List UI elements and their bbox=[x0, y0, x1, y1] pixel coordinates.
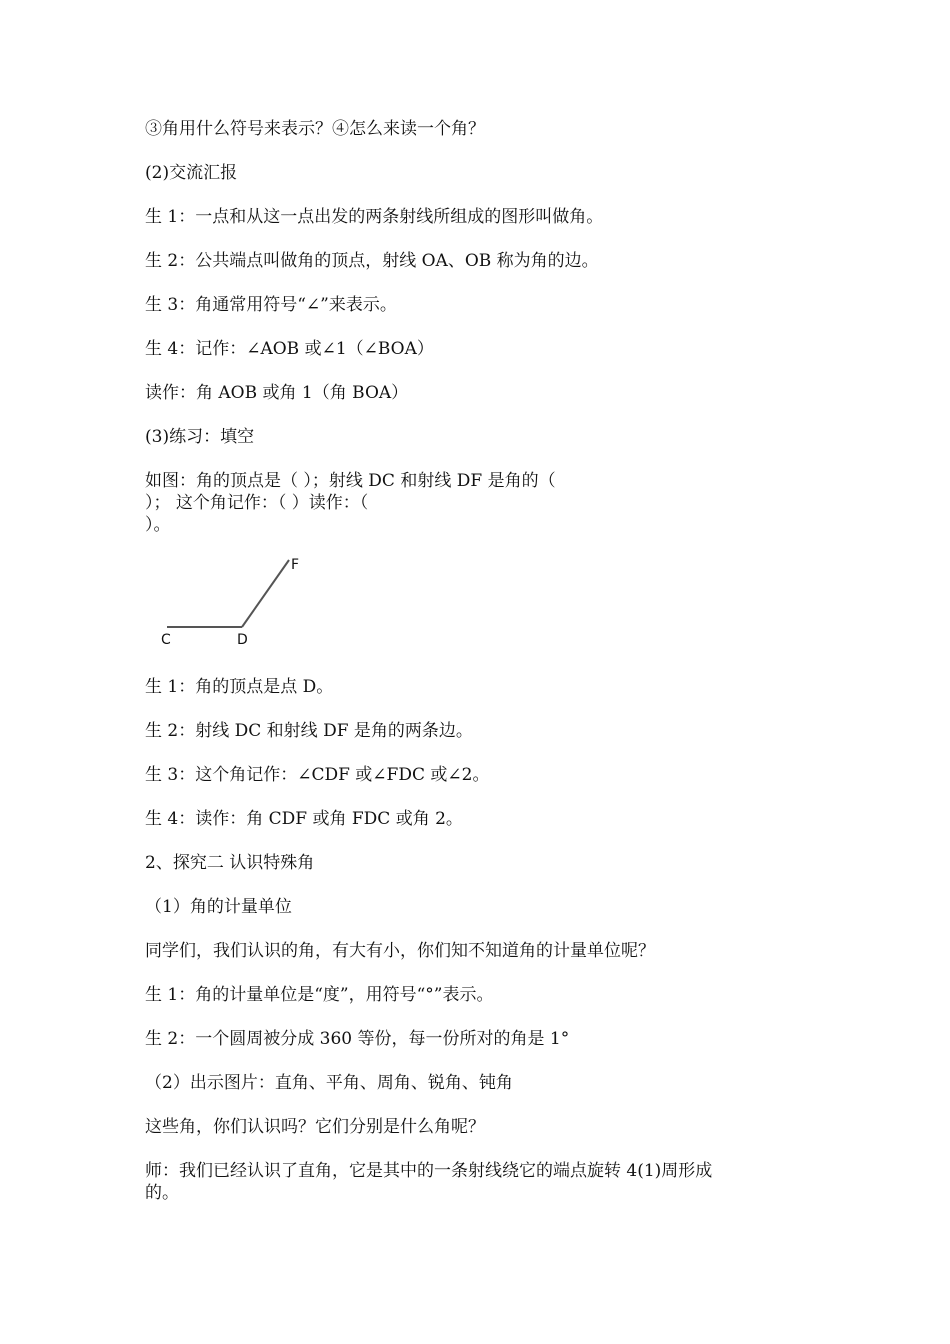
text-line: 生 3：角通常用符号“∠”来表示。 bbox=[145, 295, 397, 315]
label-f: F bbox=[291, 557, 300, 573]
text-line: 生 4：记作：∠AOB 或∠1（∠BOA） bbox=[145, 339, 434, 359]
text-line: 同学们，我们认识的角，有大有小，你们知不知道角的计量单位呢？ bbox=[145, 941, 655, 961]
text-line: ③角用什么符号来表示？④怎么来读一个角？ bbox=[145, 119, 485, 139]
text-line: 这些角，你们认识吗？它们分别是什么角呢？ bbox=[145, 1117, 485, 1137]
text-line: 师：我们已经认识了直角，它是其中的一条射线绕它的端点旋转 4(1)周形成 bbox=[145, 1161, 713, 1181]
exercise-line: 如图：角的顶点是（ ）；射线 DC 和射线 DF 是角的（ bbox=[145, 471, 556, 491]
label-d: D bbox=[237, 632, 248, 648]
section-heading: (2)交流汇报 bbox=[145, 163, 238, 183]
text-line: 生 2：射线 DC 和射线 DF 是角的两条边。 bbox=[145, 721, 473, 741]
exercise-line: ）。 bbox=[145, 515, 171, 535]
text-line: 生 4：读作：角 CDF 或角 FDC 或角 2。 bbox=[145, 809, 463, 829]
text-line: 生 1：角的计量单位是“度”，用符号“°”表示。 bbox=[145, 985, 494, 1005]
text-line: 的。 bbox=[145, 1183, 179, 1203]
angle-diagram bbox=[145, 548, 325, 648]
text-line: 生 3：这个角记作：∠CDF 或∠FDC 或∠2。 bbox=[145, 765, 490, 785]
exercise-line: ）； 这个角记作：（ ）读作：（ bbox=[145, 493, 369, 513]
text-line: 生 2：一个圆周被分成 360 等份，每一份所对的角是 1° bbox=[145, 1029, 570, 1049]
section-heading: （2）出示图片：直角、平角、周角、锐角、钝角 bbox=[145, 1073, 513, 1093]
text-line: 生 1：一点和从这一点出发的两条射线所组成的图形叫做角。 bbox=[145, 207, 604, 227]
section-heading: (3)练习：填空 bbox=[145, 427, 255, 447]
text-line: 读作：角 AOB 或角 1（角 BOA） bbox=[145, 383, 409, 403]
section-heading: （1）角的计量单位 bbox=[145, 897, 292, 917]
ray-df bbox=[242, 560, 289, 627]
section-heading: 2、探究二 认识特殊角 bbox=[145, 853, 315, 873]
text-line: 生 1：角的顶点是点 D。 bbox=[145, 677, 334, 697]
text-line: 生 2：公共端点叫做角的顶点，射线 OA、OB 称为角的边。 bbox=[145, 251, 599, 271]
label-c: C bbox=[161, 632, 171, 648]
